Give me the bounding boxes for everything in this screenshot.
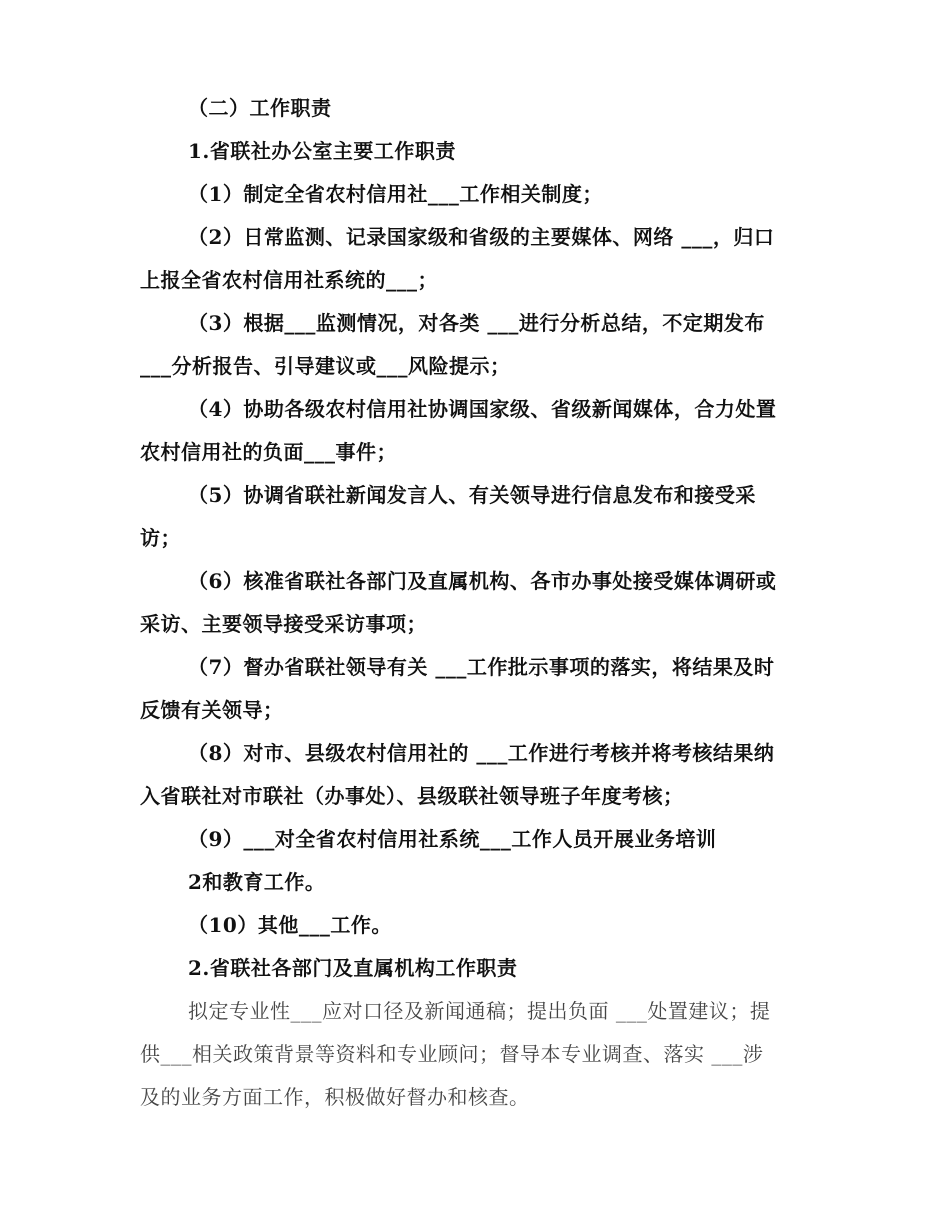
paragraph-line-1: 拟定专业性___应对口径及新闻通稿；提出负面 ___处置建议；提 [188,999,771,1023]
item-5-line-1: （5）协调省联社新闻发言人、有关领导进行信息发布和接受采 [188,483,756,507]
item-6-line-2: 采访、主要领导接受采访事项； [140,612,427,636]
item-3-line-2: ___分析报告、引导建议或___风险提示； [140,354,511,378]
item-4-line-2: 农村信用社的负面___事件； [140,440,397,464]
item-7-line-1: （7）督办省联社领导有关 ___工作批示事项的落实，将结果及时 [188,655,775,679]
item-10-line-1: （10）其他___工作。 [188,913,392,937]
subheading-department-duties: 2.省联社各部门及直属机构工作职责 [188,956,518,980]
item-6-line-1: （6）核准省联社各部门及直属机构、各市办事处接受媒体调研或 [188,569,777,593]
item-8-line-2: 入省联社对市联社（办事处）、县级联社领导班子年度考核； [140,784,684,808]
item-8-line-1: （8）对市、县级农村信用社的 ___工作进行考核并将考核结果纳 [188,741,775,765]
item-1-line-1: （1）制定全省农村信用社___工作相关制度； [188,182,603,206]
item-7-line-2: 反馈有关领导； [140,698,284,722]
item-9-line-2: 2和教育工作。 [188,870,326,894]
item-4-line-1: （4）协助各级农村信用社协调国家级、省级新闻媒体，合力处置 [188,397,777,421]
item-5-line-2: 访； [140,526,181,550]
subheading-office-duties: 1.省联社办公室主要工作职责 [188,139,456,163]
item-3-line-1: （3）根据___监测情况，对各类 ___进行分析总结，不定期发布 [188,311,765,335]
item-2-line-2: 上报全省农村信用社系统的___； [140,268,438,292]
paragraph-line-3: 及的业务方面工作，积极做好督办和核查。 [140,1085,530,1109]
item-2-line-1: （2）日常监测、记录国家级和省级的主要媒体、网络 ___，归口 [188,225,775,249]
item-9-line-1: （9）___对全省农村信用社系统___工作人员开展业务培训 [188,827,717,851]
paragraph-line-2: 供___相关政策背景等资料和专业顾问；督导本专业调查、落实 ___涉 [140,1042,764,1066]
section-heading: （二）工作职责 [188,96,332,120]
